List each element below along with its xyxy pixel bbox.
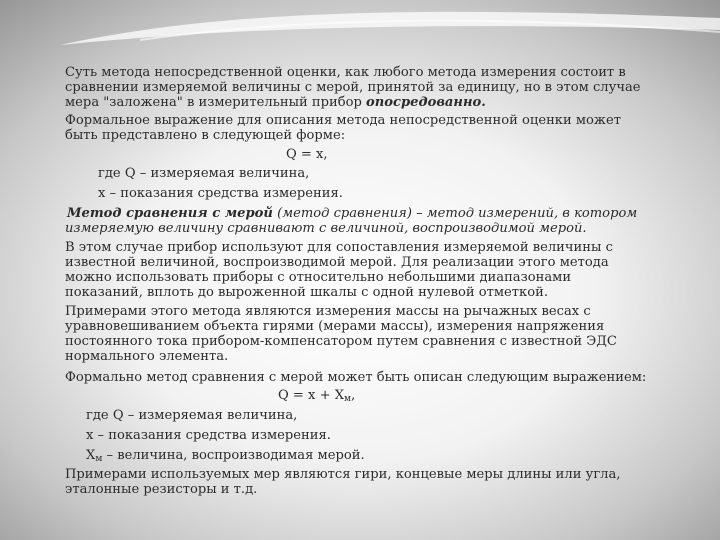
paragraph-line: постоянного тока прибором-компенсатором путем сравнения с известной ЭДС [65,334,617,349]
definition-line: x – показания средства измерения. [86,428,331,443]
formula: Q = x, [286,147,328,162]
paragraph-line: сравнении измеряемой величины с мерой, принятой за единицу, но в этом случае [65,80,641,95]
formula: $Q = x + X_м$, [278,388,356,404]
paragraph-line: Суть метода непосредственной оценки, как любого метода измерения состоит в [65,65,626,80]
paragraph-line: измеряемую величину сравнивают с величиной, воспроизводимой мерой. [65,221,587,236]
paragraph-line: В этом случае прибор используют для сопоставления измеряемой величины с [65,240,613,255]
paragraph-line: Формальное выражение для описания метода непосредственной оценки может [65,113,621,128]
paragraph-line: уравновешиванием объекта гирями (мерами массы), измерения напряжения [65,319,605,334]
paragraph-line: показаний, вплоть до выроженной шкалы с одной нулевой отметкой. [65,285,548,300]
paragraph-line: быть представлено в следующей форме: [65,128,346,143]
definition-line: где Q – измеряемая величина, [98,166,310,181]
definition-line: $X_м$ – величина, воспроизводимая мерой. [86,448,365,464]
definition-line: x – показания средства измерения. [98,186,343,201]
paragraph-line: эталонные резисторы и т.д. [65,482,258,497]
paragraph-line: мера "заложена" в измерительный прибор опосредованно. [65,95,486,110]
paragraph-line: Примерами используемых мер являются гири, концевые меры длины или угла, [65,467,621,482]
definition-line: где Q – измеряемая величина, [86,408,298,423]
paragraph-line: Формально метод сравнения с мерой может быть описан следующим выражением: [65,370,647,385]
paragraph-line: Примерами этого метода являются измерения массы на рычажных весах с [65,304,591,319]
paragraph-line: нормального элемента. [65,349,229,364]
paragraph-line: можно использовать приборы с относительно небольшими диапазонами [65,270,572,285]
emphasized-term: опосредованно. [366,95,486,110]
defined-term: Метод сравнения с мерой [67,206,273,221]
paragraph-line: известной величиной, воспроизводимой мерой. Для реализации этого метода [65,255,609,270]
paragraph-line: Метод сравнения с мерой (метод сравнения) – метод измерений, в котором [67,206,638,221]
